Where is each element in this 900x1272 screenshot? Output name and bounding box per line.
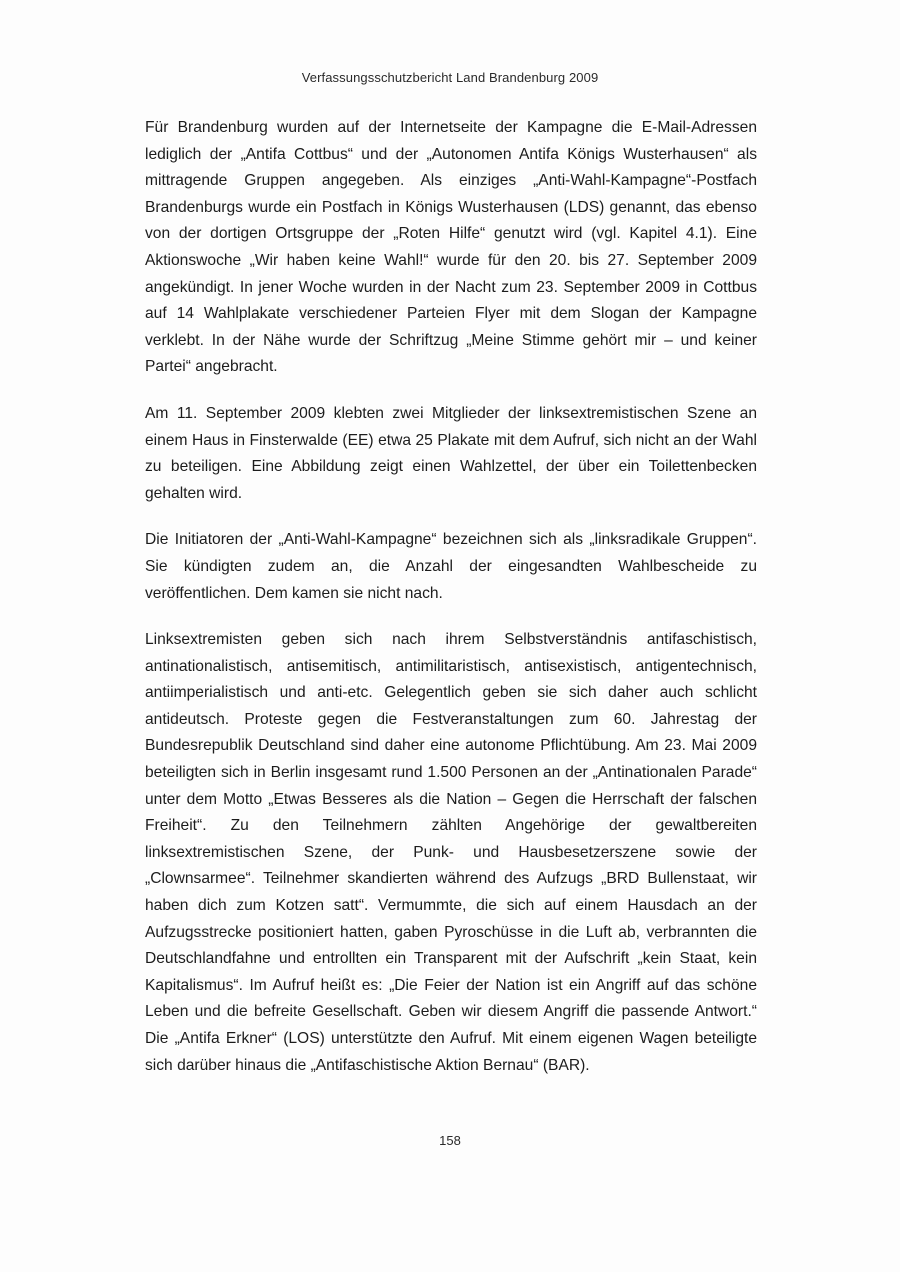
page-number: 158 [439, 1133, 461, 1148]
paragraph-3: Die Initiatoren der „Anti-Wahl-Kampagne“ bezeichnen sich als „linksradikale Gruppen“. Sie kündigten zudem an, die Anzahl der eingesandten Wahlbescheide zu veröffentlichen. Dem kamen sie nicht nach. [145, 531, 757, 602]
body-text [145, 115, 757, 1099]
paragraph-1: Für Brandenburg wurden auf der Internetseite der Kampagne die E-Mail-Adressen lediglich der „Antifa Cottbus“ und der „Autonomen Antifa Königs Wusterhausen“ als mittragende Gruppen angegeben. Als einziges „Anti-Wahl-Kampagne“-Postfach Brandenburgs wurde ein Postfach in Königs Wusterhausen (LDS) genannt, das ebenso von der dortigen Ortsgruppe der „Roten Hilfe“ genutzt wird (vgl. Kapitel 4.1). Eine Aktionswoche „Wir haben keine Wahl!“ wurde für den 20. bis 27. September 2009 angekündigt. In jener Woche wurden in der Nacht zum 23. September 2009 in Cottbus auf 14 Wahlplakate verschiedener Parteien Flyer mit dem Slogan der Kampagne verklebt. In der Nähe wurde der Schriftzug „Meine Stimme gehört mir – und keiner Partei“ angebracht. [145, 119, 757, 376]
paragraph-2: Am 11. September 2009 klebten zwei Mitglieder der linksextremistischen Szene an einem Haus in Finsterwalde (EE) etwa 25 Plakate mit dem Aufruf, sich nicht an der Wahl zu beteiligen. Eine Abbildung zeigt einen Wahlzettel, der über ein Toilettenbecken gehalten wird. [145, 404, 757, 502]
running-header: Verfassungsschutzbericht Land Brandenburg 2009 [301, 70, 599, 85]
paragraph-4: Linksextremisten geben sich nach ihrem Selbstverständnis antifaschistisch, antinationalistisch, antisemitisch, antimilitaristisch, antisexistisch, antigentechnisch, antiimperialistisch und anti-etc. Gelegentlich geben sie sich daher auch schlicht antideutsch. Proteste gegen die Festveranstaltungen zum 60. Jahrestag der Bundesrepublik Deutschland sind daher eine autonome Pflichtübung. Am 23. Mai 2009 beteiligten sich in Berlin insgesamt rund 1.500 Personen an der „Antinationalen Parade“ unter dem Motto „Etwas Besseres als die Nation – Gegen die Herrschaft der falschen Freiheit“. Zu den Teilnehmern zählten Angehörige der gewaltbereiten linksextremistischen Szene, der Punk- und Hausbesetzerszene sowie der „Clownsarmee“. Teilnehmer skandierten während des Aufzugs „BRD Bullenstaat, wir haben dich zum Kotzen satt“. Vermummte, die sich auf einem Hausdach an der Aufzugsstrecke positioniert hatten, gaben Pyroschüsse in die Luft ab, verbrannten die Deutschlandfahne und entrollten ein Transparent mit der Aufschrift „kein Staat, kein Kapitalismus“. Im Aufruf heißt es: „Die Feier der Nation ist ein Angriff auf das schöne Leben und die befreite Gesellschaft. Geben wir diesem Angriff die passende Antwort.“ Die „Antifa Erkner“ (LOS) unterstützte den Aufruf. Mit einem eigenen Wagen beteiligte sich darüber hinaus die „Antifaschistische Aktion Bernau“ (BAR). [145, 631, 757, 1074]
